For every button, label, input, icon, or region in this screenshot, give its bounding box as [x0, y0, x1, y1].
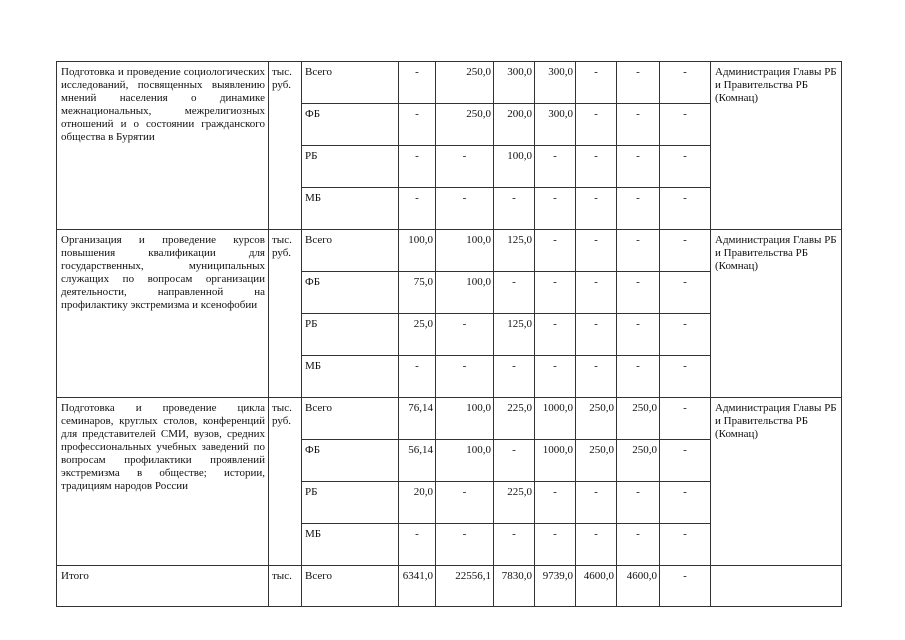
- value-cell: 250,0: [576, 398, 617, 440]
- funding-source: ФБ: [302, 440, 399, 482]
- funding-source: Всего: [302, 230, 399, 272]
- value-cell: -: [617, 356, 660, 398]
- unit-cell: тыс.: [269, 566, 302, 607]
- value-cell: 22556,1: [436, 566, 494, 607]
- value-cell: -: [535, 524, 576, 566]
- value-cell: 250,0: [617, 398, 660, 440]
- table-row: [57, 62, 842, 104]
- value-cell: -: [576, 314, 617, 356]
- executor-cell: [711, 566, 842, 607]
- value-cell: 1000,0: [535, 440, 576, 482]
- value-cell: 300,0: [535, 62, 576, 104]
- value-cell: -: [436, 482, 494, 524]
- value-cell: -: [660, 566, 711, 607]
- unit-cell: тыс. руб.: [269, 62, 302, 230]
- value-cell: -: [576, 272, 617, 314]
- funding-source: МБ: [302, 188, 399, 230]
- value-cell: -: [399, 146, 436, 188]
- value-cell: -: [576, 230, 617, 272]
- funding-source: РБ: [302, 482, 399, 524]
- value-cell: -: [399, 356, 436, 398]
- value-cell: -: [399, 524, 436, 566]
- value-cell: 100,0: [436, 440, 494, 482]
- value-cell: 20,0: [399, 482, 436, 524]
- value-cell: -: [617, 188, 660, 230]
- value-cell: 200,0: [494, 104, 535, 146]
- value-cell: -: [617, 272, 660, 314]
- value-cell: -: [399, 62, 436, 104]
- value-cell: -: [399, 104, 436, 146]
- value-cell: -: [576, 146, 617, 188]
- value-cell: 250,0: [617, 440, 660, 482]
- value-cell: 75,0: [399, 272, 436, 314]
- value-cell: 250,0: [436, 104, 494, 146]
- value-cell: -: [494, 440, 535, 482]
- value-cell: -: [660, 398, 711, 440]
- value-cell: -: [399, 188, 436, 230]
- funding-source: ФБ: [302, 104, 399, 146]
- value-cell: 300,0: [494, 62, 535, 104]
- value-cell: 9739,0: [535, 566, 576, 607]
- value-cell: -: [494, 272, 535, 314]
- value-cell: -: [576, 482, 617, 524]
- value-cell: -: [535, 482, 576, 524]
- value-cell: -: [660, 230, 711, 272]
- value-cell: -: [617, 62, 660, 104]
- value-cell: -: [660, 272, 711, 314]
- value-cell: -: [617, 146, 660, 188]
- value-cell: -: [660, 104, 711, 146]
- budget-table: [56, 61, 842, 607]
- funding-source: Всего: [302, 398, 399, 440]
- value-cell: -: [660, 62, 711, 104]
- value-cell: -: [535, 146, 576, 188]
- funding-source: РБ: [302, 146, 399, 188]
- funding-source: ФБ: [302, 272, 399, 314]
- table-row: [57, 230, 842, 272]
- value-cell: 56,14: [399, 440, 436, 482]
- funding-source: МБ: [302, 524, 399, 566]
- funding-source: РБ: [302, 314, 399, 356]
- value-cell: 125,0: [494, 230, 535, 272]
- value-cell: 1000,0: [535, 398, 576, 440]
- unit-cell: тыс. руб.: [269, 230, 302, 398]
- value-cell: -: [494, 356, 535, 398]
- table-body: [57, 62, 842, 607]
- value-cell: 225,0: [494, 482, 535, 524]
- executor-cell: Администрация Главы РБ и Правительства РБ (Комнац): [711, 62, 842, 230]
- value-cell: -: [576, 356, 617, 398]
- executor-cell: Администрация Главы РБ и Правительства РБ (Комнац): [711, 398, 842, 566]
- value-cell: -: [660, 356, 711, 398]
- measure-name: Подготовка и проведение социологических исследований, посвященных выявлению мнений населения о динамике межнациональных, межрелигиозных отношений и о состоянии гражданского общества в Бурятии: [57, 62, 269, 230]
- value-cell: -: [535, 356, 576, 398]
- value-cell: 100,0: [436, 398, 494, 440]
- value-cell: 4600,0: [576, 566, 617, 607]
- value-cell: -: [660, 146, 711, 188]
- value-cell: -: [660, 482, 711, 524]
- value-cell: -: [660, 440, 711, 482]
- value-cell: -: [535, 230, 576, 272]
- value-cell: 4600,0: [617, 566, 660, 607]
- value-cell: -: [576, 62, 617, 104]
- value-cell: 25,0: [399, 314, 436, 356]
- funding-source: Всего: [302, 62, 399, 104]
- value-cell: 100,0: [436, 230, 494, 272]
- value-cell: -: [494, 188, 535, 230]
- value-cell: -: [535, 314, 576, 356]
- funding-source: МБ: [302, 356, 399, 398]
- value-cell: 300,0: [535, 104, 576, 146]
- value-cell: -: [436, 356, 494, 398]
- value-cell: -: [436, 146, 494, 188]
- value-cell: -: [617, 104, 660, 146]
- value-cell: -: [617, 524, 660, 566]
- value-cell: 225,0: [494, 398, 535, 440]
- funding-source: Всего: [302, 566, 399, 607]
- value-cell: 7830,0: [494, 566, 535, 607]
- value-cell: -: [660, 524, 711, 566]
- value-cell: -: [535, 272, 576, 314]
- value-cell: -: [617, 314, 660, 356]
- total-row: [57, 566, 842, 607]
- value-cell: -: [494, 524, 535, 566]
- value-cell: 100,0: [494, 146, 535, 188]
- value-cell: -: [436, 188, 494, 230]
- table-row: [57, 398, 842, 440]
- value-cell: -: [436, 524, 494, 566]
- value-cell: 100,0: [436, 272, 494, 314]
- value-cell: 125,0: [494, 314, 535, 356]
- value-cell: -: [660, 314, 711, 356]
- executor-cell: Администрация Главы РБ и Правительства РБ (Комнац): [711, 230, 842, 398]
- value-cell: -: [576, 104, 617, 146]
- value-cell: -: [660, 188, 711, 230]
- value-cell: -: [576, 188, 617, 230]
- value-cell: -: [535, 188, 576, 230]
- value-cell: 100,0: [399, 230, 436, 272]
- value-cell: 250,0: [436, 62, 494, 104]
- measure-name: Подготовка и проведение цикла семинаров, круглых столов, конференций для представителей СМИ, вузов, средних профессиональных учебных заведений по вопросам профилактики проявлений экстремизма в обществе; истории, традициям народов России: [57, 398, 269, 566]
- value-cell: -: [436, 314, 494, 356]
- measure-name: Организация и проведение курсов повышения квалификации для государственных, муниципальных служащих по вопросам организации деятельности, направленной на профилактику экстремизма и ксенофобии: [57, 230, 269, 398]
- value-cell: 6341,0: [399, 566, 436, 607]
- unit-cell: тыс. руб.: [269, 398, 302, 566]
- value-cell: -: [576, 524, 617, 566]
- value-cell: -: [617, 482, 660, 524]
- value-cell: 76,14: [399, 398, 436, 440]
- value-cell: -: [617, 230, 660, 272]
- total-label: Итого: [57, 566, 269, 607]
- value-cell: 250,0: [576, 440, 617, 482]
